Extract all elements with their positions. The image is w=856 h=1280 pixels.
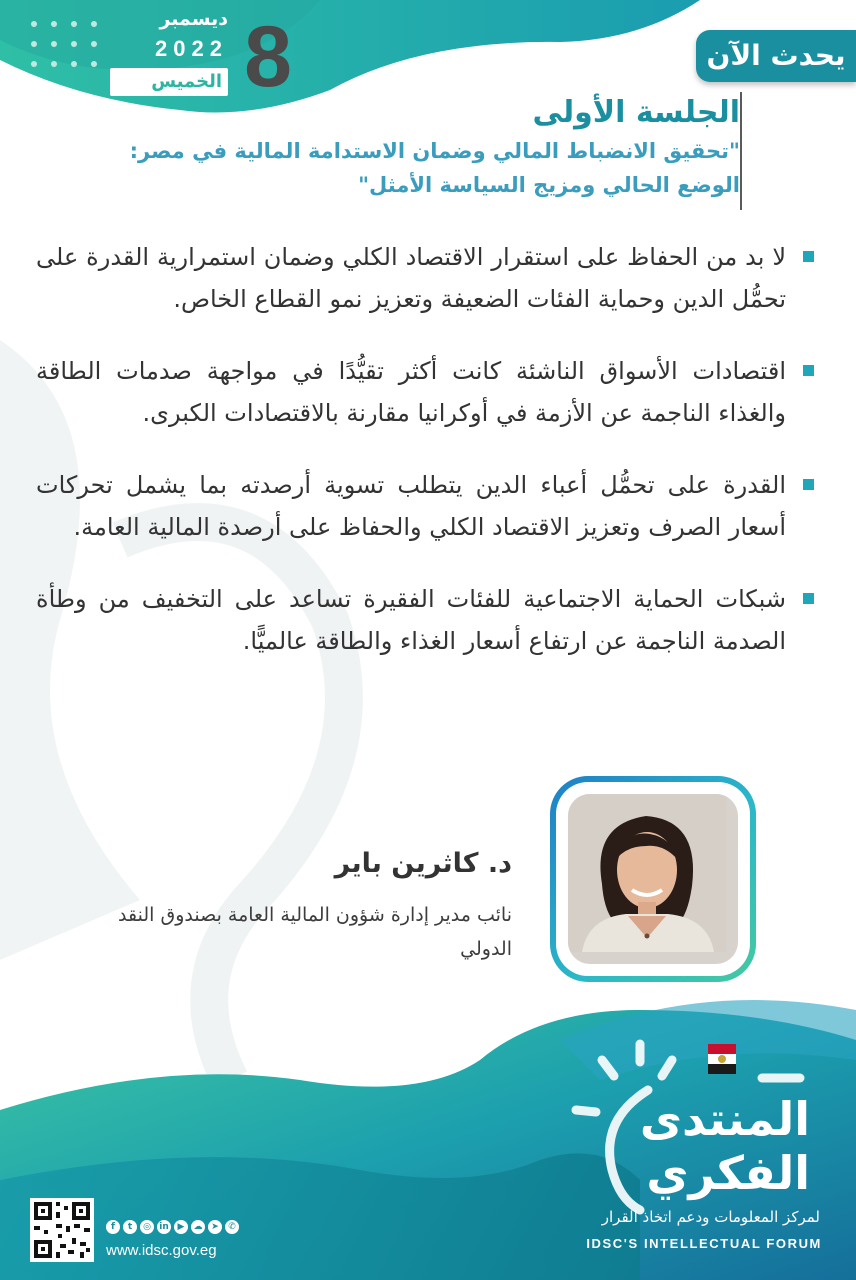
qr-code[interactable] <box>30 1198 94 1262</box>
list-item <box>36 464 818 548</box>
list-item-text: القدرة على تحمُّل أعباء الدين يتطلب تسوية أرصدته بما يشمل تحركات أسعار الصرف وتعزيز الاقتصاد الكلي والحفاظ على أرصدة المالية العامة. <box>36 471 786 541</box>
list-item <box>36 578 818 662</box>
speaker-photo <box>568 794 738 964</box>
session-subtitle-line2: الوضع الحالي ومزيج السياسة الأمثل" <box>358 173 740 197</box>
whatsapp-icon[interactable]: ✆ <box>225 1220 239 1234</box>
date-month: ديسمبر <box>159 8 228 30</box>
speaker-name: د. كاثرين باير <box>334 848 512 879</box>
session-subtitle-line1: "تحقيق الانضباط المالي وضمان الاستدامة المالية في مصر: <box>129 139 740 163</box>
bullet-square-icon <box>803 365 814 376</box>
social-icons <box>106 1220 239 1234</box>
instagram-icon[interactable]: ◎ <box>140 1220 154 1234</box>
date-day: 8 <box>244 9 292 105</box>
linkedin-icon[interactable]: in <box>157 1220 171 1234</box>
session-divider <box>740 92 742 210</box>
forum-name-line2: الفكري <box>646 1146 810 1200</box>
forum-org-english: IDSC'S INTELLECTUAL FORUM <box>586 1236 822 1251</box>
twitter-icon[interactable]: t <box>123 1220 137 1234</box>
website-link[interactable]: www.idsc.gov.eg <box>106 1242 217 1259</box>
date-weekday: الخميس <box>110 68 228 96</box>
date-year: 2022 <box>155 36 228 61</box>
soundcloud-icon[interactable]: ☁ <box>191 1220 205 1234</box>
speaker-photo-frame <box>550 776 756 982</box>
qr-code-icon <box>30 1198 94 1262</box>
speaker-role: نائب مدير إدارة شؤون المالية العامة بصندوق النقد الدولي <box>118 904 512 960</box>
bullet-square-icon <box>803 593 814 604</box>
bullet-square-icon <box>803 251 814 262</box>
session-header <box>40 92 740 202</box>
portrait-image <box>568 794 726 952</box>
forum-org-arabic: لمركز المعلومات ودعم اتخاذ القرار <box>601 1208 820 1226</box>
list-item-text: اقتصادات الأسواق الناشئة كانت أكثر تقيُّدًا في مواجهة صدمات الطاقة والغذاء الناجمة عن الأزمة في أوكرانيا مقارنة بالاقتصادات الكبرى. <box>36 357 786 427</box>
list-item <box>36 236 818 320</box>
dots-pattern <box>26 16 106 96</box>
list-item <box>36 350 818 434</box>
key-points-list <box>36 236 818 692</box>
facebook-icon[interactable]: f <box>106 1220 120 1234</box>
youtube-icon[interactable]: ▶ <box>174 1220 188 1234</box>
happening-now-badge: يحدث الآن <box>696 30 856 82</box>
list-item-text: شبكات الحماية الاجتماعية للفئات الفقيرة تساعد على التخفيف من وطأة الصدمة الناجمة عن ارتفاع أسعار الغذاء والطاقة عالميًّا. <box>36 585 786 655</box>
telegram-icon[interactable]: ➤ <box>208 1220 222 1234</box>
forum-name-line1: المنتدى <box>639 1092 810 1146</box>
list-item-text: لا بد من الحفاظ على استقرار الاقتصاد الكلي وضمان استمرارية القدرة على تحمُّل الدين وحماية الفئات الضعيفة وتعزيز نمو القطاع الخاص. <box>36 243 786 313</box>
session-title: الجلسة الأولى <box>532 95 740 130</box>
bullet-square-icon <box>803 479 814 490</box>
